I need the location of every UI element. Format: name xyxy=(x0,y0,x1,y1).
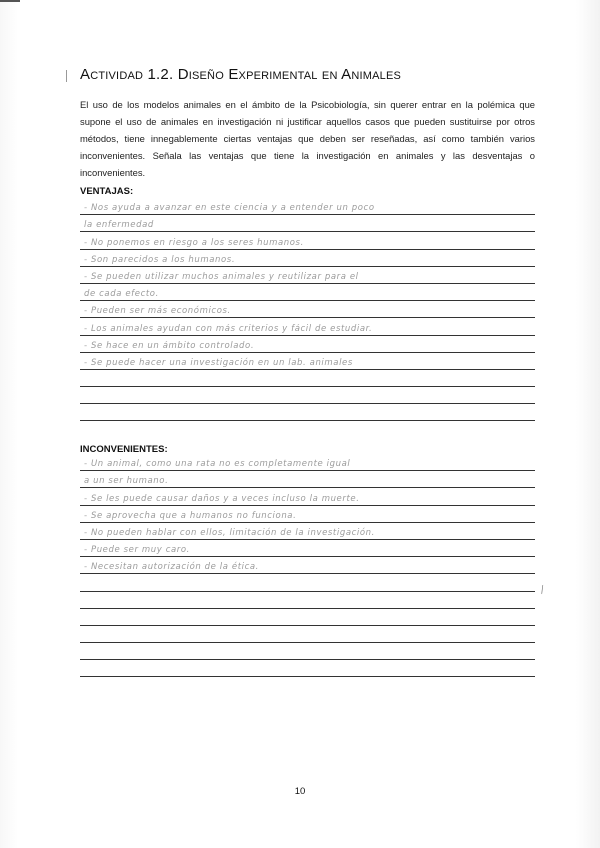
ventajas-answer-line[interactable] xyxy=(80,404,535,421)
handwritten-answer-text: - Se aprovecha que a humanos no funciona. xyxy=(84,510,297,521)
activity-title: Actividad 1.2. Diseño Experimental en Animales xyxy=(80,66,402,83)
ventajas-answer-line[interactable] xyxy=(80,284,535,301)
handwritten-answer-text: - Nos ayuda a avanzar en este ciencia y a entender un poco xyxy=(84,203,375,214)
ventajas-answer-line[interactable] xyxy=(80,250,535,267)
inconvenientes-answer-line[interactable] xyxy=(80,643,535,660)
ventajas-answer-line[interactable] xyxy=(80,353,535,370)
ventajas-answer-line[interactable] xyxy=(80,336,535,353)
handwritten-answer-text: a un ser humano. xyxy=(84,476,169,487)
handwritten-answer-text: la enfermedad xyxy=(84,220,154,231)
handwritten-answer-text: - Son parecidos a los humanos. xyxy=(84,254,236,265)
inconvenientes-answer-line[interactable] xyxy=(80,488,535,505)
scan-margin-mark xyxy=(66,70,67,82)
handwritten-answer-text: - Se hace en un ámbito controlado. xyxy=(84,340,255,351)
ventajas-answer-line[interactable] xyxy=(80,318,535,335)
handwritten-answer-text: - Necesitan autorización de la ética. xyxy=(84,562,259,573)
ventajas-answer-line[interactable] xyxy=(80,215,535,232)
ventajas-answer-line[interactable] xyxy=(80,198,535,215)
handwritten-answer-text: - Pueden ser más económicos. xyxy=(84,306,231,317)
handwritten-answer-text: - Se pueden utilizar muchos animales y reutilizar para el xyxy=(84,271,359,282)
ventajas-heading: VENTAJAS: xyxy=(80,186,134,197)
inconvenientes-answer-line[interactable] xyxy=(80,609,535,626)
inconvenientes-answer-line[interactable] xyxy=(80,557,535,574)
inconvenientes-answer-line[interactable] xyxy=(80,660,535,677)
scan-corner-mark xyxy=(0,0,20,2)
inconvenientes-answer-line[interactable] xyxy=(80,471,535,488)
handwritten-answer-text: - Se les puede causar daños y a veces incluso la muerte. xyxy=(84,493,360,504)
ventajas-answer-line[interactable] xyxy=(80,370,535,387)
ventajas-answer-lines xyxy=(80,198,535,421)
ventajas-answer-line[interactable] xyxy=(80,387,535,404)
handwritten-answer-text: - Puede ser muy caro. xyxy=(84,545,190,556)
page-number: 10 xyxy=(294,786,306,797)
ventajas-answer-line[interactable] xyxy=(80,301,535,318)
inconvenientes-answer-line[interactable] xyxy=(80,592,535,609)
handwritten-answer-text: - No pueden hablar con ellos, limitación de la investigación. xyxy=(84,527,375,538)
inconvenientes-answer-line[interactable] xyxy=(80,454,535,471)
ventajas-answer-line[interactable] xyxy=(80,267,535,284)
inconvenientes-answer-line[interactable] xyxy=(80,626,535,643)
inconvenientes-answer-line[interactable] xyxy=(80,574,535,591)
handwritten-answer-text: - Los animales ayudan con más criterios y fácil de estudiar. xyxy=(84,323,373,334)
inconvenientes-answer-lines xyxy=(80,454,535,677)
inconvenientes-answer-line[interactable] xyxy=(80,506,535,523)
pencil-stray-mark: ⁄ xyxy=(539,584,547,596)
ventajas-answer-line[interactable] xyxy=(80,232,535,249)
inconvenientes-answer-line[interactable] xyxy=(80,540,535,557)
handwritten-answer-text: - Un animal, como una rata no es completamente igual xyxy=(84,459,351,470)
handwritten-answer-text: de cada efecto. xyxy=(84,289,159,300)
handwritten-answer-text: - No ponemos en riesgo a los seres humanos. xyxy=(84,237,304,248)
inconvenientes-heading: INCONVENIENTES: xyxy=(80,444,168,455)
handwritten-answer-text: - Se puede hacer una investigación en un lab. animales xyxy=(84,357,353,368)
inconvenientes-answer-line[interactable] xyxy=(80,523,535,540)
activity-instructions: El uso de los modelos animales en el ámbito de la Psicobiología, sin querer entrar en la polémica que supone el uso de animales en investigación ni justificar aquellos casos que pueden sustituirse por otros métodos, tiene innegablemente ciertas ventajas que deben ser reseñadas, así como también varios inconvenientes. Señala las ventajas que tiene la investigación en animales y las desventajas o inconvenientes. xyxy=(80,99,535,178)
